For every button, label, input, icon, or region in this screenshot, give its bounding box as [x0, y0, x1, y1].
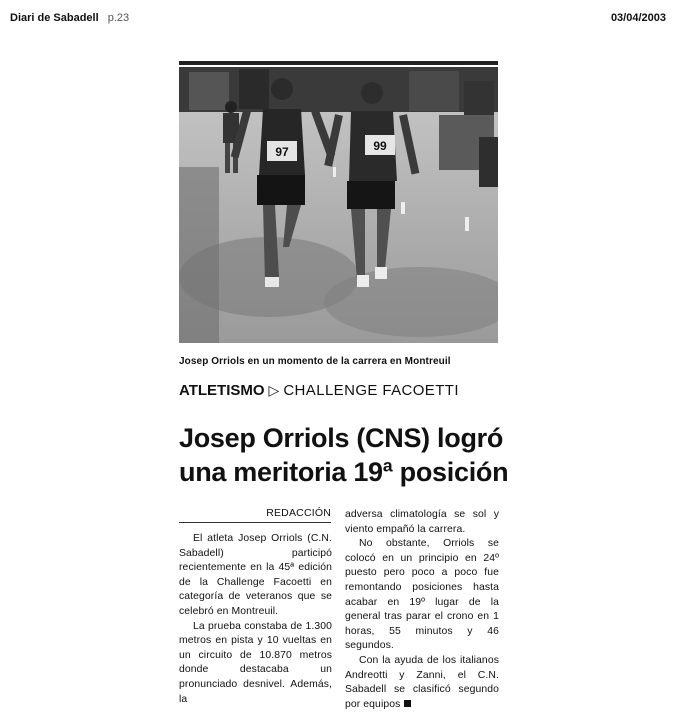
section-header: [179, 382, 459, 399]
paragraph: No obstante, Orriols se colocó en un principio en 24º puesto pero poco a poco fue remontando posiciones hasta acabar en 19º lugar de la general tras parar el crono en 1 horas, 55 minutos y 46 segundos.: [345, 538, 499, 652]
byline-rule: [179, 522, 331, 523]
publication-date: 03/04/2003: [610, 12, 666, 24]
page-number: p.23: [107, 12, 130, 24]
arrow-icon: ▷: [268, 382, 280, 398]
headline-line-2: una meritoria 19ª posición: [179, 457, 509, 487]
paragraph: La prueba constaba de 1.300 metros en pista y 10 vueltas en un circuito de 10.870 metros donde destacaba un pronunciado desnivel. Además, la: [179, 620, 332, 705]
bib-97: 97: [275, 145, 289, 159]
paragraph-text: Con la ayuda de los italianos Andreotti y Zanni, el C.N. Sabadell se clasificó segundo por equipos: [345, 654, 499, 710]
source-publication: [10, 12, 129, 24]
bib-99: 99: [373, 139, 387, 153]
headline-line-1: Josep Orriols (CNS) logró: [179, 423, 504, 453]
section-kicker: ATLETISMO: [179, 382, 265, 399]
paragraph: adversa climatología se sol y viento empañó la carrera.: [345, 509, 499, 535]
race-photo: [179, 67, 498, 343]
top-rule: [179, 61, 498, 65]
section-topic: CHALLENGE FACOETTI: [283, 382, 459, 399]
headline: [179, 421, 509, 489]
article-column-1: [179, 532, 332, 707]
end-mark-icon: [404, 700, 411, 707]
paragraph: El atleta Josep Orriols (C.N. Sabadell) participó recientemente en la 45ª edición de la Challenge Facoetti en categoría de veteranos que se celebró en Montreuil.: [179, 533, 332, 617]
article-column-2: [345, 508, 499, 712]
byline: REDACCIÓN: [266, 507, 331, 519]
photo-caption: Josep Orriols en un momento de la carrera en Montreuil: [179, 356, 451, 367]
paragraph: [345, 654, 499, 712]
publication-name: Diari de Sabadell: [10, 12, 99, 24]
